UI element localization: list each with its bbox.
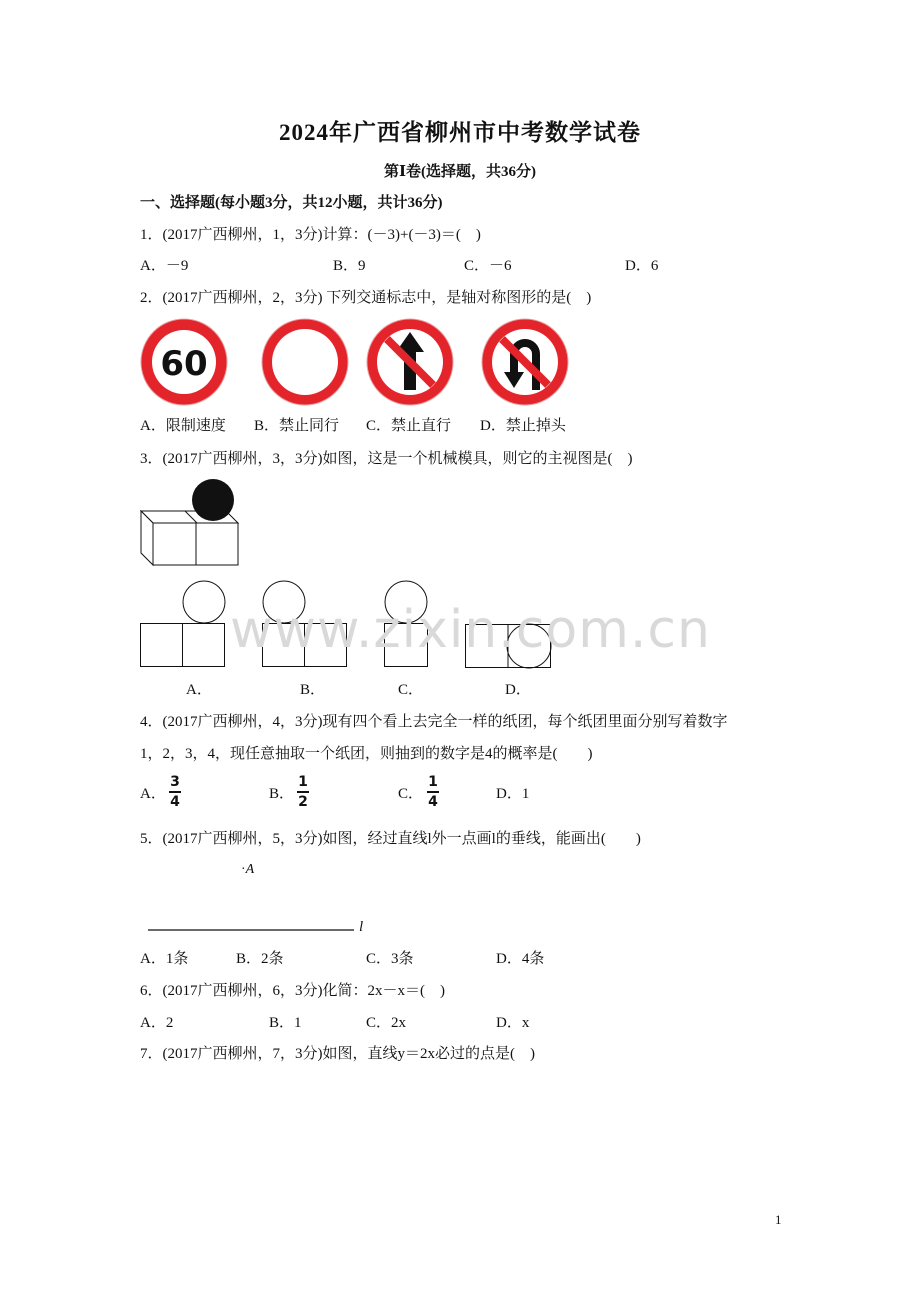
no-entry-sign [260,318,350,406]
question-1-stem: 1．(2017广西柳州，1，3分)计算：(－3)+(－3)＝( ) [140,227,481,243]
speed-limit-sign [139,318,229,406]
question-5-option-c: C．3条 [366,951,414,967]
front-view-option-a [140,580,226,668]
question-4-option-c: C． [398,786,424,802]
question-6-option-a: A．2 [140,1015,174,1031]
question-2-option-a: A．限制速度 [140,418,226,434]
question-6-option-d: D．x [496,1015,530,1031]
mold-solid-figure [140,476,242,568]
line-l-label: l [359,919,364,935]
no-straight-sign [365,318,455,406]
watermark: www.zixin.com.cn [230,600,711,660]
point-a: ·A [241,862,255,877]
question-6-option-b: B．1 [269,1015,302,1031]
fraction-c-denominator: 4 [428,794,438,810]
question-4-fraction-b [297,774,309,810]
question-2-option-c: C．禁止直行 [366,418,452,434]
question-3-option-b: B． [300,682,326,698]
question-3-option-d: D． [505,682,531,698]
line-l [148,928,358,932]
question-6-option-c: C．2x [366,1015,407,1031]
question-5-option-d: D．4条 [496,951,545,967]
page-title: 2024年广西省柳州市中考数学试卷 [279,120,641,145]
question-4-fraction-c [427,774,439,810]
question-3-option-c: C． [398,682,424,698]
question-5-option-b: B．2条 [236,951,284,967]
fraction-a-denominator: 4 [170,794,180,810]
question-7-stem: 7．(2017广西柳州，7，3分)如图，直线y＝2x必过的点是( ) [140,1046,535,1062]
point-a-label: A [245,862,255,877]
fraction-b-denominator: 2 [298,794,308,810]
question-4-stem-line-2: 1，2，3，4，现任意抽取一个纸团，则抽到的数字是4的概率是( ) [140,746,593,762]
question-1-option-c: C．－6 [464,258,512,274]
question-6-stem: 6．(2017广西柳州，6，3分)化简：2x－x＝( ) [140,983,445,999]
question-4-option-b: B． [269,786,295,802]
question-3-stem: 3．(2017广西柳州，3，3分)如图，这是一个机械模具，则它的主视图是( ) [140,451,633,467]
question-3-option-a: A． [186,682,212,698]
paper-subtitle: 第Ⅰ卷(选择题，共36分) [383,164,536,180]
question-5-stem: 5．(2017广西柳州，5，3分)如图，经过直线l外一点画l的垂线，能画出( ) [140,831,641,847]
question-2-stem: 2．(2017广西柳州，2，3分) 下列交通标志中，是轴对称图形的是( ) [140,290,592,306]
page-number: 1 [775,1212,782,1227]
question-1-option-a: A．－9 [140,258,189,274]
fraction-b-numerator: 1 [298,774,308,790]
fraction-a-numerator: 3 [170,774,180,790]
question-2-option-b: B．禁止同行 [254,418,340,434]
question-4-option-d: D．1 [496,786,530,802]
question-2-option-d: D．禁止掉头 [480,418,566,434]
section-heading: 一、选择题(每小题3分，共12小题，共计36分) [140,195,443,211]
no-u-turn-sign [480,318,570,406]
question-4-fraction-a [169,774,181,810]
question-5-option-a: A．1条 [140,951,189,967]
question-1-option-b: B．9 [333,258,366,274]
fraction-c-numerator: 1 [428,774,438,790]
question-4-option-a: A． [140,786,166,802]
speed-limit-value: 60 [160,344,208,384]
question-4-stem-line-1: 4．(2017广西柳州，4，3分)现有四个看上去完全一样的纸团，每个纸团里面分别写着数字 [140,714,728,730]
question-1-option-d: D．6 [625,258,659,274]
